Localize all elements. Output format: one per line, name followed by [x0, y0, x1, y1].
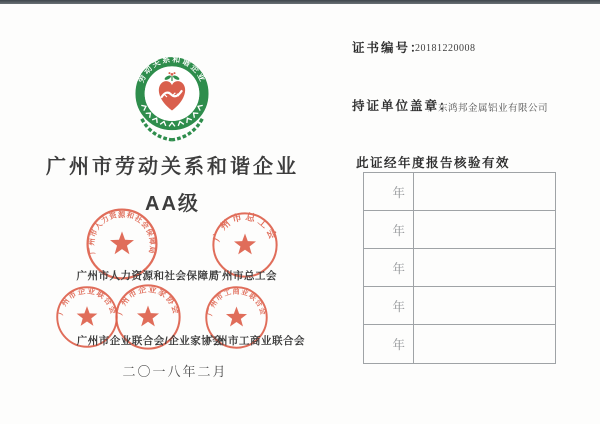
seal-ring-text: 广州市总工会: [211, 211, 279, 244]
issue-date: 二〇一八年二月: [122, 364, 228, 379]
verification-entry-cell: [414, 325, 555, 363]
year-label-cell: 年: [364, 211, 414, 249]
year-label-cell: 年: [364, 173, 414, 211]
seal-ring-text: 广州市人力资源和社会保障局: [86, 209, 158, 256]
seal-ring-text: 广州市企业家协会: [115, 284, 181, 317]
certificate-number-value: 20181220008: [415, 43, 476, 54]
year-label-cell: 年: [364, 325, 414, 363]
annual-verification-title: 此证经年度报告核验有效: [356, 156, 511, 170]
emblem-ring-text: 劳动关系和谐企业: [136, 55, 208, 85]
annual-verification-table: [363, 172, 556, 364]
scan-edge-artifact: [0, 0, 600, 4]
issuer-name-enterprise-associations: 广州市企业联合会/企业家协会: [76, 335, 224, 347]
year-label-cell: 年: [364, 287, 414, 325]
certificate-title: 广州市劳动关系和谐企业: [46, 156, 299, 178]
certificate-number-label: 证书编号：: [352, 41, 425, 55]
verification-entry-cell: [414, 249, 555, 287]
verification-entry-cell: [414, 287, 555, 325]
harmonious-enterprise-emblem-icon: [130, 55, 214, 151]
holder-seal-label: 持证单位盖章：: [352, 99, 454, 113]
verification-entry-cell: [414, 173, 555, 211]
issuer-name-trade-union: 广州市总工会: [211, 270, 277, 282]
year-label-cell: 年: [364, 249, 414, 287]
seal-ring-text: 广州市工商业联合会: [205, 287, 268, 317]
verification-entry-cell: [414, 211, 555, 249]
holder-company-name: 广东鸿邦金属铝业有限公司: [428, 103, 549, 114]
issuer-name-industry-commerce: 广州市工商业联合会: [206, 335, 305, 347]
seal-ring-text: 广州市企业联合会: [55, 286, 119, 317]
certificate-grade: AA级: [145, 193, 200, 215]
issuer-name-hr-bureau: 广州市人力资源和社会保障局: [76, 270, 220, 282]
